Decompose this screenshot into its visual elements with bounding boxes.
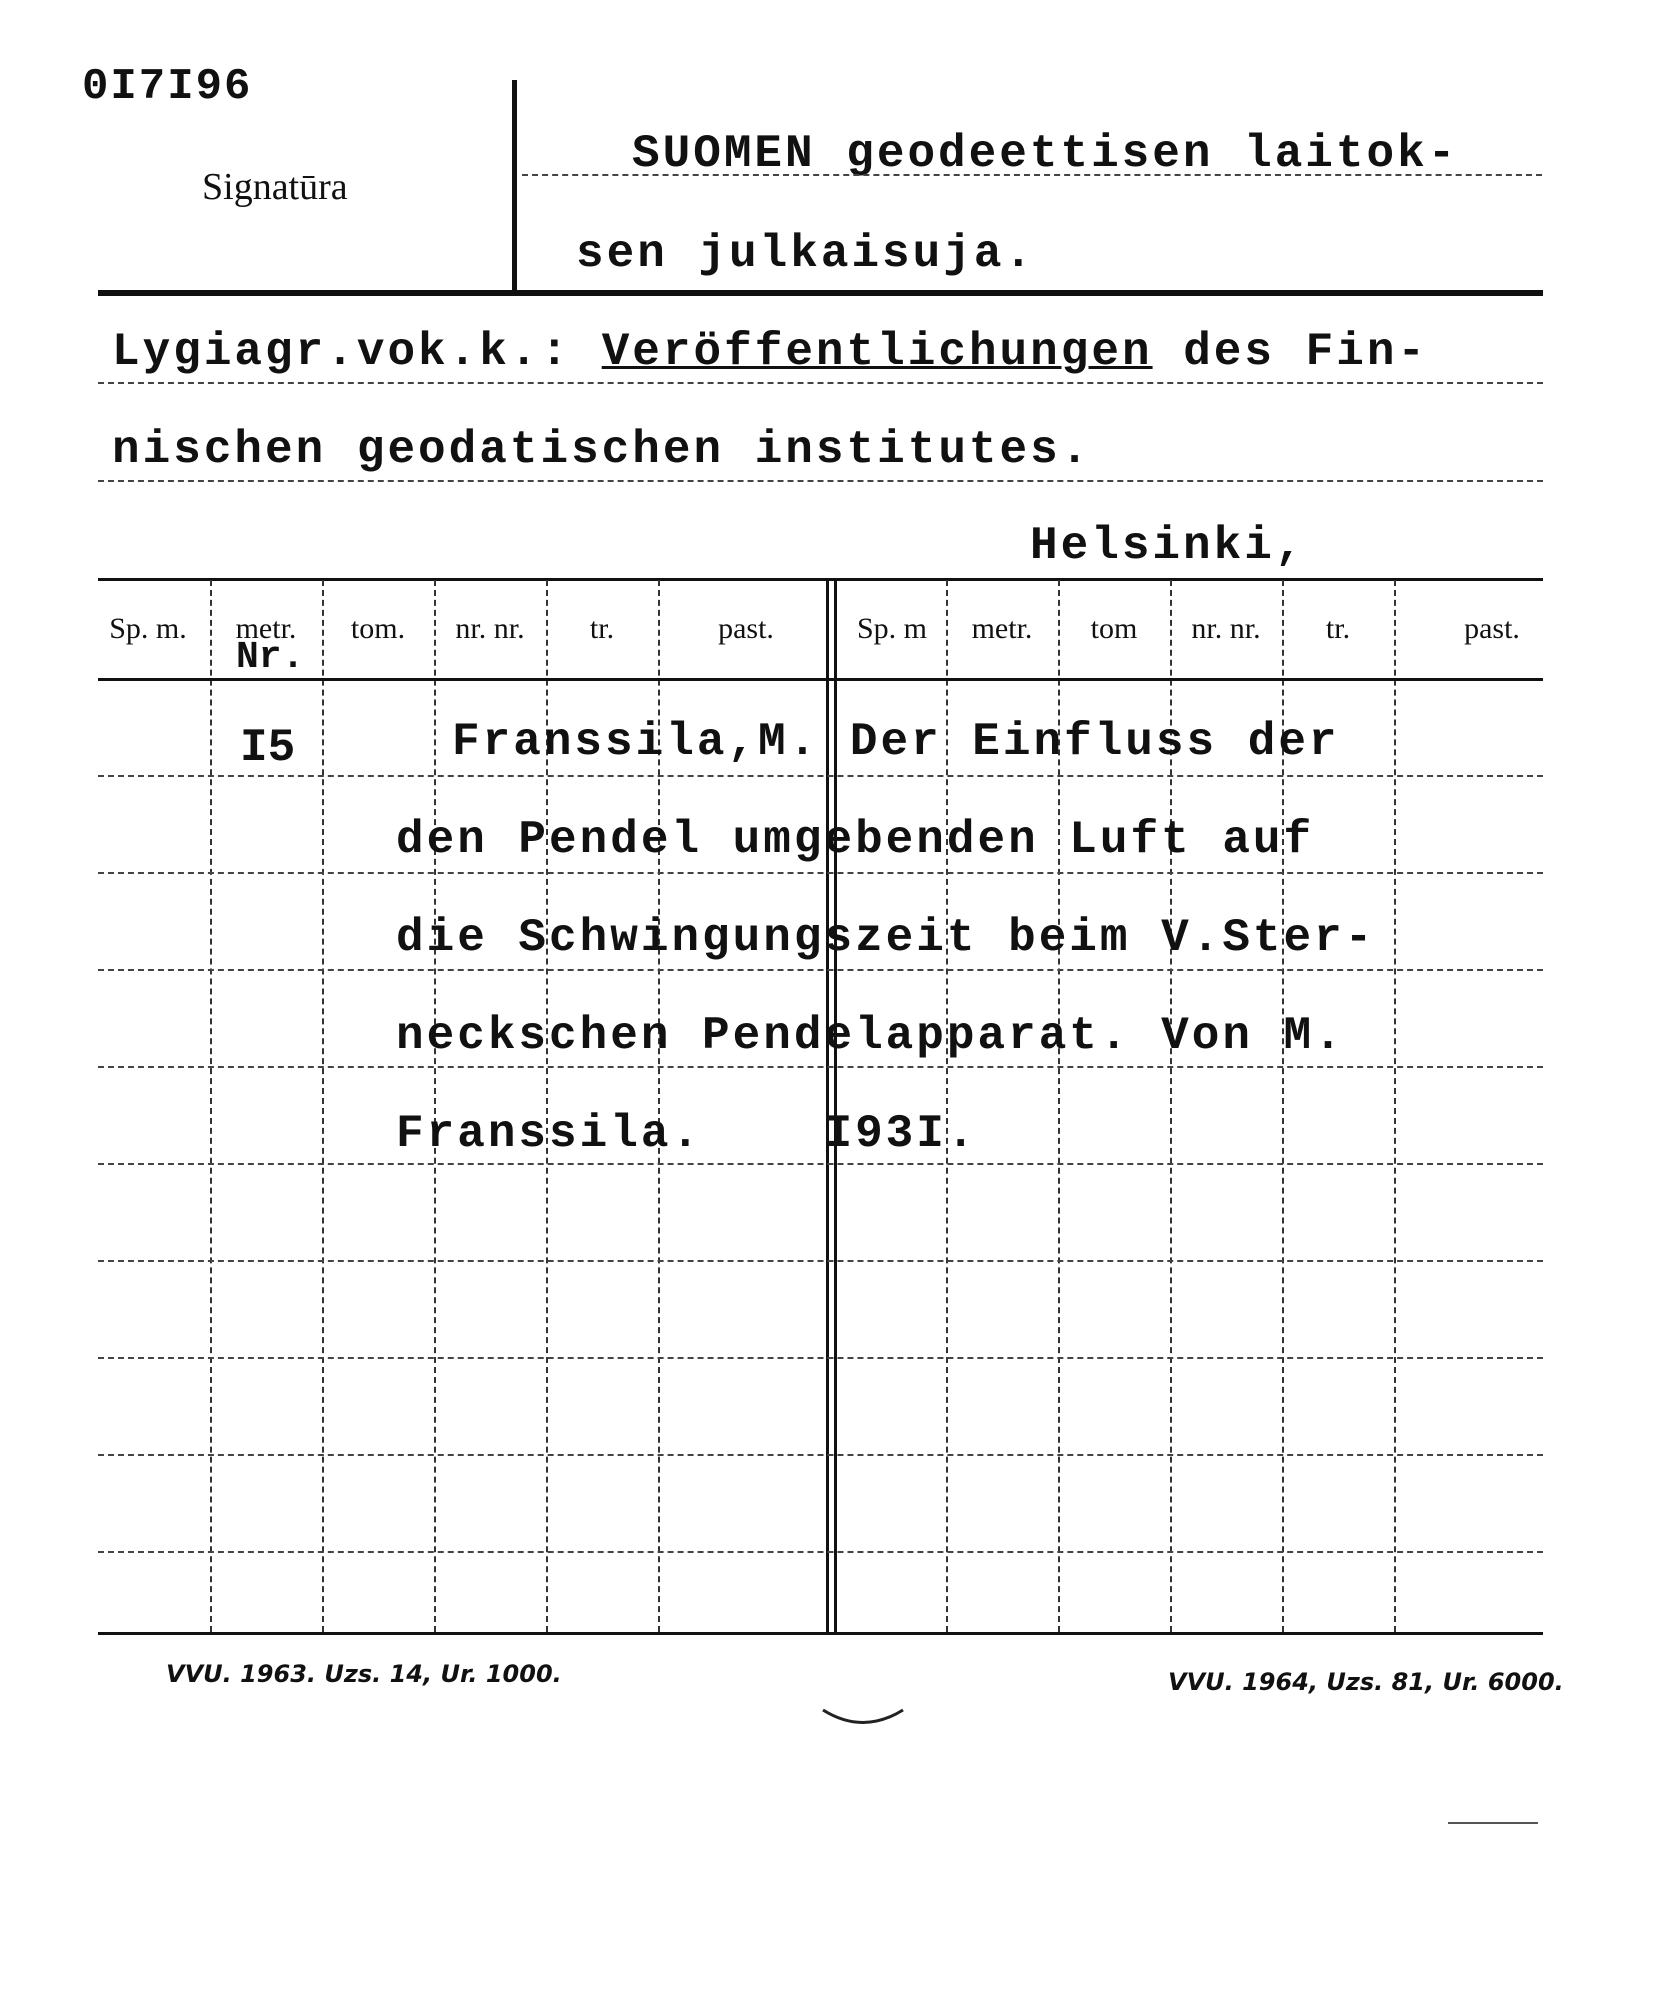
entry-line-4: neckschen Pendelapparat. Von M. (396, 1010, 1345, 1062)
col-divider (434, 580, 436, 1632)
col-header-tr: tr. (589, 612, 615, 645)
stray-mark (1448, 1822, 1538, 1824)
note-left: VVU. 1963. Uzs. 14, Ur. 1000. (166, 1660, 562, 1688)
header-divider (512, 80, 517, 290)
col-header-sp-m: Sp. m. (109, 612, 187, 645)
table-bottom-rule (98, 1632, 1543, 1635)
col-header-tom-right: tom (1090, 612, 1138, 645)
row-rule (98, 1357, 1543, 1359)
table-top-rule (98, 578, 1543, 581)
signature-label: Signatūra (202, 166, 348, 208)
col-header-tr-right: tr. (1325, 612, 1351, 645)
entry-line-3: die Schwingungszeit beim V.Ster- (396, 912, 1376, 964)
col-header-metr: metr. (235, 612, 297, 645)
entry-line-1: Franssila,M. Der Einfluss der (452, 716, 1340, 768)
entry-number: I5 (240, 722, 296, 774)
scribble-mark (818, 1700, 908, 1740)
row-rule (98, 1066, 1543, 1068)
card-number: 0I7I96 (82, 62, 253, 112)
col-header-tom: tom. (350, 612, 406, 645)
table-header-rule (98, 678, 1543, 681)
note-right: VVU. 1964, Uzs. 81, Ur. 6000. (1168, 1668, 1564, 1696)
col-divider (1394, 580, 1396, 1632)
row-rule (98, 872, 1543, 874)
row-rule (98, 969, 1543, 971)
row-rule (98, 1260, 1543, 1262)
header-bottom-rule (98, 290, 1543, 296)
title-line-1: SUOMEN geodeettisen laitok- (632, 128, 1459, 180)
col-header-nr-nr: nr. nr. (455, 612, 525, 645)
col-divider (322, 580, 324, 1632)
parallel-label: Lygiagr.vok.k.: (112, 326, 572, 378)
col-header-metr-right: metr. (971, 612, 1033, 645)
entry-line-5: Franssila. I93I. (396, 1108, 978, 1160)
col-header-past-right: past. (1464, 612, 1520, 645)
col-header-sp-m-right: Sp. m (856, 612, 928, 645)
parallel-rule-2 (98, 480, 1543, 482)
parallel-rest: des Fin- (1183, 326, 1429, 378)
entry-line-2: den Pendel umgebenden Luft auf (396, 814, 1315, 866)
col-header-nr-nr-right: nr. nr. (1191, 612, 1261, 645)
parallel-title-line (112, 326, 1428, 378)
row-rule (98, 1163, 1543, 1165)
row-rule (98, 1551, 1543, 1553)
place: Helsinki, (1030, 520, 1306, 572)
title-line-2: sen julkaisuja. (576, 228, 1036, 280)
parallel-rule-1 (98, 382, 1543, 384)
row-rule (98, 1454, 1543, 1456)
nr-label: Nr. (236, 636, 305, 679)
parallel-title: Veröffentlichungen (601, 326, 1153, 378)
title-rule-1 (522, 174, 1542, 176)
row-rule (98, 775, 1543, 777)
parallel-title-line-2: nischen geodatischen institutes. (112, 424, 1092, 476)
col-divider (210, 580, 212, 1632)
col-header-past: past. (718, 612, 774, 645)
